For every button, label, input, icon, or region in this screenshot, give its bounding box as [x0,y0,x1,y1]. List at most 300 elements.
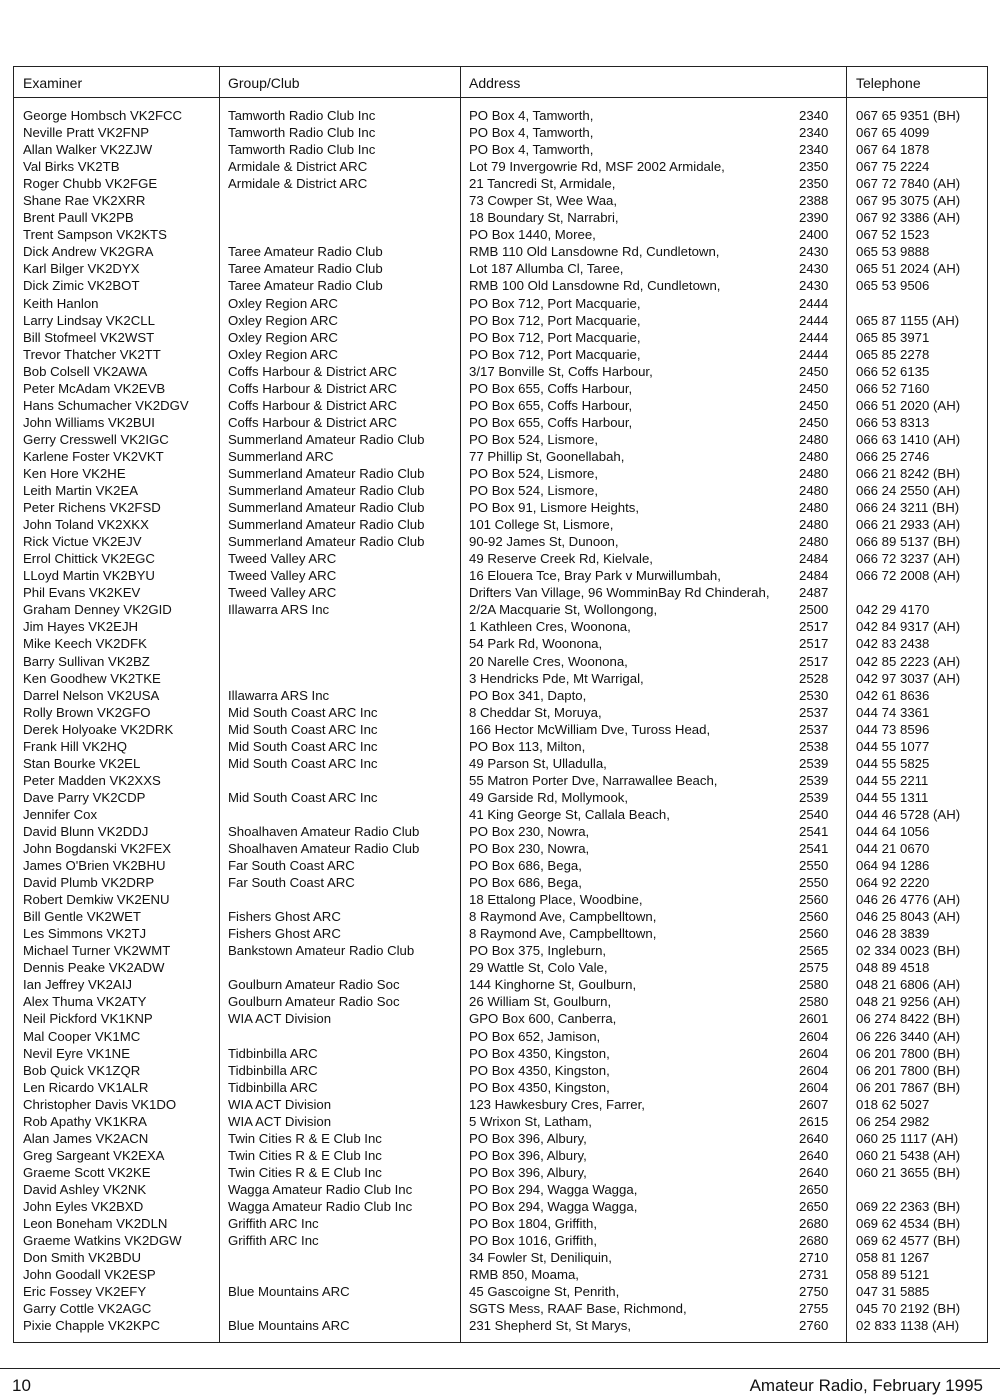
telephone-cell: 067 95 3075 (AH) [856,193,961,209]
postcode-cell: 2560 [799,892,829,908]
table-row [14,1062,987,1079]
postcode-cell: 2537 [799,721,829,737]
telephone-cell: 067 65 4099 [856,125,930,141]
telephone-cell: 066 51 2020 (AH) [856,397,961,413]
table-row [14,1232,987,1249]
table-row [14,482,987,499]
examiner-cell: Leith Martin VK2EA [23,483,139,499]
postcode-cell: 2350 [799,176,829,192]
telephone-cell: 042 84 9317 (AH) [856,619,961,635]
postcode-cell: 2640 [799,1130,829,1146]
examiner-cell: Trevor Thatcher VK2TT [23,346,161,362]
postcode-cell: 2550 [799,875,829,891]
group-cell: Tweed Valley ARC [228,551,337,567]
examiner-cell: LLoyd Martin VK2BYU [23,568,155,584]
table-row [14,448,987,465]
table-row [14,942,987,959]
telephone-cell: 044 55 1311 [856,789,929,805]
address-cell: 8 Raymond Ave, Campbelltown, [469,909,657,925]
address-cell: PO Box 4350, Kingston, [469,1062,610,1078]
telephone-cell: 067 65 9351 (BH) [856,108,961,123]
postcode-cell: 2430 [799,278,829,294]
address-cell: 123 Hawkesbury Cres, Farrer, [469,1096,645,1112]
group-cell: Shoalhaven Amateur Radio Club [228,823,420,839]
postcode-cell: 2550 [799,858,829,874]
examiner-cell: Gerry Cresswell VK2IGC [23,431,169,447]
table-row [14,670,987,687]
postcode-cell: 2615 [799,1113,829,1129]
address-cell: PO Box 655, Coffs Harbour, [469,380,633,396]
group-cell: Summerland Amateur Radio Club [228,465,425,481]
telephone-cell: 06 201 7867 (BH) [856,1079,961,1095]
group-cell: Mid South Coast ARC Inc [228,704,378,720]
address-cell: PO Box 341, Dapto, [469,687,587,703]
postcode-cell: 2480 [799,500,829,516]
group-cell: Far South Coast ARC [228,858,355,874]
address-cell: PO Box 652, Jamison, [469,1028,601,1044]
table-row [14,1317,987,1334]
group-cell: WIA ACT Division [228,1096,332,1112]
examiner-cell: Allan Walker VK2ZJW [23,142,153,158]
telephone-cell: 069 62 4577 (BH) [856,1233,961,1249]
group-cell: Bankstown Amateur Radio Club [228,943,415,959]
examiner-cell: Mal Cooper VK1MC [23,1028,141,1044]
postcode-cell: 2750 [799,1284,829,1300]
table-row [14,1283,987,1300]
table-row [14,499,987,516]
table-row [14,1113,987,1130]
table-row [14,755,987,772]
postcode-cell: 2480 [799,483,829,499]
postcode-cell: 2487 [799,585,829,601]
telephone-cell: 06 274 8422 (BH) [856,1011,961,1027]
address-cell: PO Box 230, Nowra, [469,823,590,839]
postcode-cell: 2390 [799,210,829,226]
table-row [14,1079,987,1096]
postcode-cell: 2760 [799,1318,829,1334]
table-row [14,993,987,1010]
table-row [14,1130,987,1147]
table-row [14,618,987,635]
table-row [14,789,987,806]
telephone-cell: 067 75 2224 [856,159,930,175]
examiner-cell: Don Smith VK2BDU [23,1250,141,1266]
examiner-cell: Frank Hill VK2HQ [23,738,128,754]
postcode-cell: 2580 [799,977,829,993]
address-cell: 101 College St, Lismore, [469,517,614,533]
address-cell: PO Box 1440, Moree, [469,227,596,243]
examiner-cell: David Ashley VK2NK [23,1181,147,1197]
postcode-cell: 2500 [799,602,829,618]
table-row [14,1181,987,1198]
table-row [14,925,987,942]
table-row [14,329,987,346]
group-cell: Mid South Coast ARC Inc [228,789,378,805]
telephone-cell: 044 46 5728 (AH) [856,806,961,822]
telephone-cell: 06 226 3440 (AH) [856,1028,961,1044]
postcode-cell: 2450 [799,414,829,430]
table-row [14,1215,987,1232]
header-divider [14,97,987,98]
address-cell: 34 Fowler St, Deniliquin, [469,1250,612,1266]
telephone-cell: 042 85 2223 (AH) [856,653,961,669]
postcode-cell: 2537 [799,704,829,720]
postcode-cell: 2560 [799,909,829,925]
telephone-cell: 02 833 1138 (AH) [856,1318,960,1334]
telephone-cell: 044 74 3361 [856,704,930,720]
postcode-cell: 2340 [799,142,829,158]
group-cell: Coffs Harbour & District ARC [228,380,398,396]
telephone-cell: 066 21 2933 (AH) [856,517,961,533]
table-row [14,1198,987,1215]
group-cell: Tamworth Radio Club Inc [228,108,376,123]
table-row [14,857,987,874]
group-cell: Twin Cities R & E Club Inc [228,1164,382,1180]
group-cell: Summerland Amateur Radio Club [228,534,425,550]
group-cell: WIA ACT Division [228,1011,332,1027]
table-row [14,1300,987,1317]
postcode-cell: 2340 [799,108,829,123]
examiner-cell: Barry Sullivan VK2BZ [23,653,150,669]
telephone-cell: 066 89 5137 (BH) [856,534,961,550]
postcode-cell: 2538 [799,738,829,754]
group-cell: Oxley Region ARC [228,312,338,328]
address-cell: 45 Gascoigne St, Penrith, [469,1284,620,1300]
group-cell: Mid South Coast ARC Inc [228,721,378,737]
postcode-cell: 2607 [799,1096,829,1112]
postcode-cell: 2444 [799,312,829,328]
telephone-cell: 066 52 7160 [856,380,930,396]
examiner-cell: Peter Richens VK2FSD [23,500,161,516]
examiner-cell: Graeme Scott VK2KE [23,1164,151,1180]
group-cell: Coffs Harbour & District ARC [228,414,398,430]
table-row [14,601,987,618]
postcode-cell: 2450 [799,397,829,413]
address-cell: PO Box 712, Port Macquarie, [469,346,641,362]
address-cell: PO Box 91, Lismore Heights, [469,500,640,516]
telephone-cell: 046 26 4776 (AH) [856,892,961,908]
group-cell: WIA ACT Division [228,1113,332,1129]
examiner-cell: Graham Denney VK2GID [23,602,172,618]
examiner-cell: Dennis Peake VK2ADW [23,960,165,976]
examiner-cell: Alex Thuma VK2ATY [23,994,147,1010]
table-row [14,192,987,209]
address-cell: PO Box 686, Bega, [469,875,582,891]
group-cell: Far South Coast ARC [228,875,355,891]
postcode-cell: 2540 [799,806,829,822]
telephone-cell: 048 89 4518 [856,960,930,976]
table-row [14,806,987,823]
table-row [14,840,987,857]
postcode-cell: 2601 [799,1011,829,1027]
postcode-cell: 2480 [799,448,829,464]
telephone-cell: 044 55 2211 [856,772,929,788]
address-cell: RMB 100 Old Lansdowne Rd, Cundletown, [469,278,721,294]
examiner-cell: Dave Parry VK2CDP [23,789,146,805]
examiner-cell: Phil Evans VK2KEV [23,585,141,601]
examiner-cell: Christopher Davis VK1DO [23,1096,177,1112]
table-row [14,431,987,448]
telephone-cell: 058 89 5121 [856,1267,930,1283]
table-row [14,141,987,158]
address-cell: PO Box 396, Albury, [469,1147,587,1163]
telephone-cell: 06 201 7800 (BH) [856,1045,961,1061]
address-cell: 54 Park Rd, Woonona, [469,636,603,652]
table-row [14,226,987,243]
group-cell: Taree Amateur Radio Club [228,278,383,294]
examiner-cell: Greg Sargeant VK2EXA [23,1147,165,1163]
group-cell: Illawarra ARS Inc [228,602,330,618]
postcode-cell: 2539 [799,789,829,805]
examiner-cell: Rick Victue VK2EJV [23,534,142,550]
telephone-cell: 045 70 2192 (BH) [856,1301,961,1317]
examiner-cell: Dick Andrew VK2GRA [23,244,154,260]
address-cell: PO Box 712, Port Macquarie, [469,312,641,328]
table-row [14,721,987,738]
address-cell: 49 Parson St, Ulladulla, [469,755,607,771]
examiner-cell: Rob Apathy VK1KRA [23,1113,147,1129]
address-cell: 16 Elouera Tce, Bray Park v Murwillumbah, [469,568,721,584]
examiner-cell: Nevil Eyre VK1NE [23,1045,131,1061]
telephone-cell: 06 254 2982 [856,1113,930,1129]
telephone-cell: 067 64 1878 [856,142,930,158]
postcode-cell: 2340 [799,125,829,141]
table-row [14,653,987,670]
postcode-cell: 2755 [799,1301,829,1317]
table-row [14,414,987,431]
examiner-cell: Les Simmons VK2TJ [23,926,147,942]
postcode-cell: 2731 [799,1267,829,1283]
postcode-cell: 2575 [799,960,829,976]
telephone-cell: 060 21 5438 (AH) [856,1147,961,1163]
postcode-cell: 2640 [799,1147,829,1163]
postcode-cell: 2541 [799,823,829,839]
address-cell: PO Box 1016, Griffith, [469,1233,598,1249]
address-cell: 8 Raymond Ave, Campbelltown, [469,926,657,942]
address-cell: PO Box 524, Lismore, [469,483,599,499]
postcode-cell: 2350 [799,159,829,175]
group-cell: Tweed Valley ARC [228,585,337,601]
header-group: Group/Club [228,75,300,91]
telephone-cell: 042 61 8636 [856,687,930,703]
group-cell: Taree Amateur Radio Club [228,244,383,260]
group-cell: Wagga Amateur Radio Club Inc [228,1199,413,1214]
table-row [14,584,987,601]
telephone-cell: 044 73 8596 [856,721,930,737]
postcode-cell: 2430 [799,261,829,277]
table-row [14,891,987,908]
group-cell: Griffith ARC Inc [228,1233,319,1249]
header-telephone: Telephone [856,75,921,91]
telephone-cell: 066 25 2746 [856,448,930,464]
examiner-cell: Jennifer Cox [23,806,98,822]
postcode-cell: 2480 [799,534,829,550]
postcode-cell: 2604 [799,1062,829,1078]
examiner-cell: David Plumb VK2DRP [23,875,155,891]
postcode-cell: 2517 [799,636,829,652]
group-cell: Wagga Amateur Radio Club Inc [228,1181,413,1197]
postcode-cell: 2450 [799,363,829,379]
telephone-cell: 060 21 3655 (BH) [856,1164,961,1180]
table-row [14,874,987,891]
postcode-cell: 2480 [799,431,829,447]
address-cell: 49 Reserve Creek Rd, Kielvale, [469,551,653,567]
examiner-cell: Ian Jeffrey VK2AIJ [23,977,132,993]
telephone-cell: 066 72 3237 (AH) [856,551,961,567]
examiner-cell: Ken Goodhew VK2TKE [23,670,161,686]
table-row [14,1147,987,1164]
address-cell: PO Box 113, Milton, [469,738,586,754]
telephone-cell: 046 28 3839 [856,926,930,942]
telephone-cell: 066 53 8313 [856,414,930,430]
footer-rule [0,1368,1000,1369]
address-cell: 3 Hendricks Pde, Mt Warrigal, [469,670,644,686]
address-cell: GPO Box 600, Canberra, [469,1011,617,1027]
examiner-cell: John Goodall VK2ESP [23,1267,156,1283]
examiner-cell: Karl Bilger VK2DYX [23,261,140,277]
telephone-cell: 065 53 9506 [856,278,930,294]
address-cell: PO Box 686, Bega, [469,858,582,874]
telephone-cell: 064 94 1286 [856,858,930,874]
examiner-cell: Shane Rae VK2XRR [23,193,146,209]
examiner-cell: Len Ricardo VK1ALR [23,1079,149,1095]
table-row [14,533,987,550]
address-cell: 90-92 James St, Dunoon, [469,534,619,550]
address-cell: 73 Cowper St, Wee Waa, [469,193,618,209]
address-cell: SGTS Mess, RAAF Base, Richmond, [469,1301,687,1317]
examiner-cell: John Williams VK2BUI [23,414,155,430]
group-cell: Tamworth Radio Club Inc [228,125,376,141]
postcode-cell: 2450 [799,380,829,396]
telephone-cell: 046 25 8043 (AH) [856,909,961,925]
postcode-cell: 2680 [799,1216,829,1232]
group-cell: Summerland Amateur Radio Club [228,500,425,516]
telephone-cell: 065 53 9888 [856,244,930,260]
table-row [14,1096,987,1113]
postcode-cell: 2430 [799,244,829,260]
group-cell: Mid South Coast ARC Inc [228,738,378,754]
group-cell: Blue Mountains ARC [228,1318,350,1334]
table-row [14,738,987,755]
address-cell: 231 Shepherd St, St Marys, [469,1318,631,1334]
table-row [14,397,987,414]
address-cell: 144 Kinghorne St, Goulburn, [469,977,637,993]
address-cell: PO Box 655, Coffs Harbour, [469,414,633,430]
address-cell: Drifters Van Village, 96 WomminBay Rd Chinderah, [469,585,770,601]
examiner-cell: Karlene Foster VK2VKT [23,448,164,464]
telephone-cell: 047 31 5885 [856,1284,930,1300]
table-row [14,772,987,789]
address-cell: 20 Narelle Cres, Woonona, [469,653,628,669]
address-cell: 3/17 Bonville St, Coffs Harbour, [469,363,653,379]
postcode-cell: 2480 [799,517,829,533]
address-cell: 21 Tancredi St, Armidale, [469,176,616,192]
postcode-cell: 2517 [799,619,829,635]
telephone-cell: 066 24 3211 (BH) [856,500,960,516]
postcode-cell: 2650 [799,1181,829,1197]
table-row [14,243,987,260]
examiner-cell: Leon Boneham VK2DLN [23,1216,168,1232]
telephone-cell: 069 22 2363 (BH) [856,1199,961,1214]
group-cell: Summerland Amateur Radio Club [228,483,425,499]
telephone-cell: 069 62 4534 (BH) [856,1216,961,1232]
table-row [14,550,987,567]
group-cell: Tidbinbilla ARC [228,1045,318,1061]
table-row [14,346,987,363]
examiner-cell: John Bogdanski VK2FEX [23,841,172,857]
telephone-cell: 044 55 1077 [856,738,930,754]
address-cell: 166 Hector McWilliam Dve, Tuross Head, [469,721,711,737]
address-cell: 77 Phillip St, Goonellabah, [469,448,625,464]
telephone-cell: 067 72 7840 (AH) [856,176,961,192]
examiner-cell: Graeme Watkins VK2DGW [23,1233,182,1249]
examiner-cell: Larry Lindsay VK2CLL [23,312,155,328]
table-row [14,1249,987,1266]
postcode-cell: 2484 [799,568,829,584]
examiner-cell: Darrel Nelson VK2USA [23,687,160,703]
postcode-cell: 2580 [799,994,829,1010]
table-row [14,124,987,141]
address-cell: 26 William St, Goulburn, [469,994,612,1010]
postcode-cell: 2680 [799,1233,829,1249]
address-cell: 18 Ettalong Place, Woodbine, [469,892,643,908]
telephone-cell: 042 29 4170 [856,602,930,618]
group-cell: Fishers Ghost ARC [228,909,341,925]
address-cell: RMB 110 Old Lansdowne Rd, Cundletown, [469,244,720,260]
examiner-cell: Michael Turner VK2WMT [23,943,171,959]
group-cell: Tweed Valley ARC [228,568,337,584]
address-cell: Lot 79 Invergowrie Rd, MSF 2002 Armidale, [469,159,725,175]
group-cell: Blue Mountains ARC [228,1284,350,1300]
table-row [14,363,987,380]
postcode-cell: 2400 [799,227,829,243]
telephone-cell: 065 85 3971 [856,329,930,345]
examiner-cell: Pixie Chapple VK2KPC [23,1318,161,1334]
table-row [14,567,987,584]
table-row [14,465,987,482]
telephone-cell: 044 64 1056 [856,823,930,839]
examiner-cell: Ken Hore VK2HE [23,465,126,481]
postcode-cell: 2480 [799,465,829,481]
table-row [14,1010,987,1027]
examiner-cell: Rolly Brown VK2GFO [23,704,151,720]
telephone-cell: 02 334 0023 (BH) [856,943,961,959]
address-cell: 8 Cheddar St, Moruya, [469,704,602,720]
examiner-cell: Bob Quick VK1ZQR [23,1062,141,1078]
table-row [14,1266,987,1283]
address-cell: PO Box 396, Albury, [469,1164,587,1180]
examiner-cell: George Hombsch VK2FCC [23,108,183,123]
postcode-cell: 2565 [799,943,829,959]
postcode-cell: 2444 [799,329,829,345]
table-row [14,1028,987,1045]
address-cell: PO Box 375, Ingleburn, [469,943,607,959]
examiner-cell: Dick Zimic VK2BOT [23,278,140,294]
group-cell: Goulburn Amateur Radio Soc [228,994,400,1010]
group-cell: Griffith ARC Inc [228,1216,319,1232]
group-cell: Oxley Region ARC [228,295,338,311]
postcode-cell: 2604 [799,1045,829,1061]
telephone-cell: 018 62 5027 [856,1096,930,1112]
examiner-table [13,66,988,1343]
group-cell: Tidbinbilla ARC [228,1062,318,1078]
telephone-cell: 058 81 1267 [856,1250,930,1266]
address-cell: PO Box 655, Coffs Harbour, [469,397,633,413]
group-cell: Fishers Ghost ARC [228,926,341,942]
telephone-cell: 067 92 3386 (AH) [856,210,961,226]
postcode-cell: 2444 [799,346,829,362]
examiner-cell: Jim Hayes VK2EJH [23,619,139,635]
